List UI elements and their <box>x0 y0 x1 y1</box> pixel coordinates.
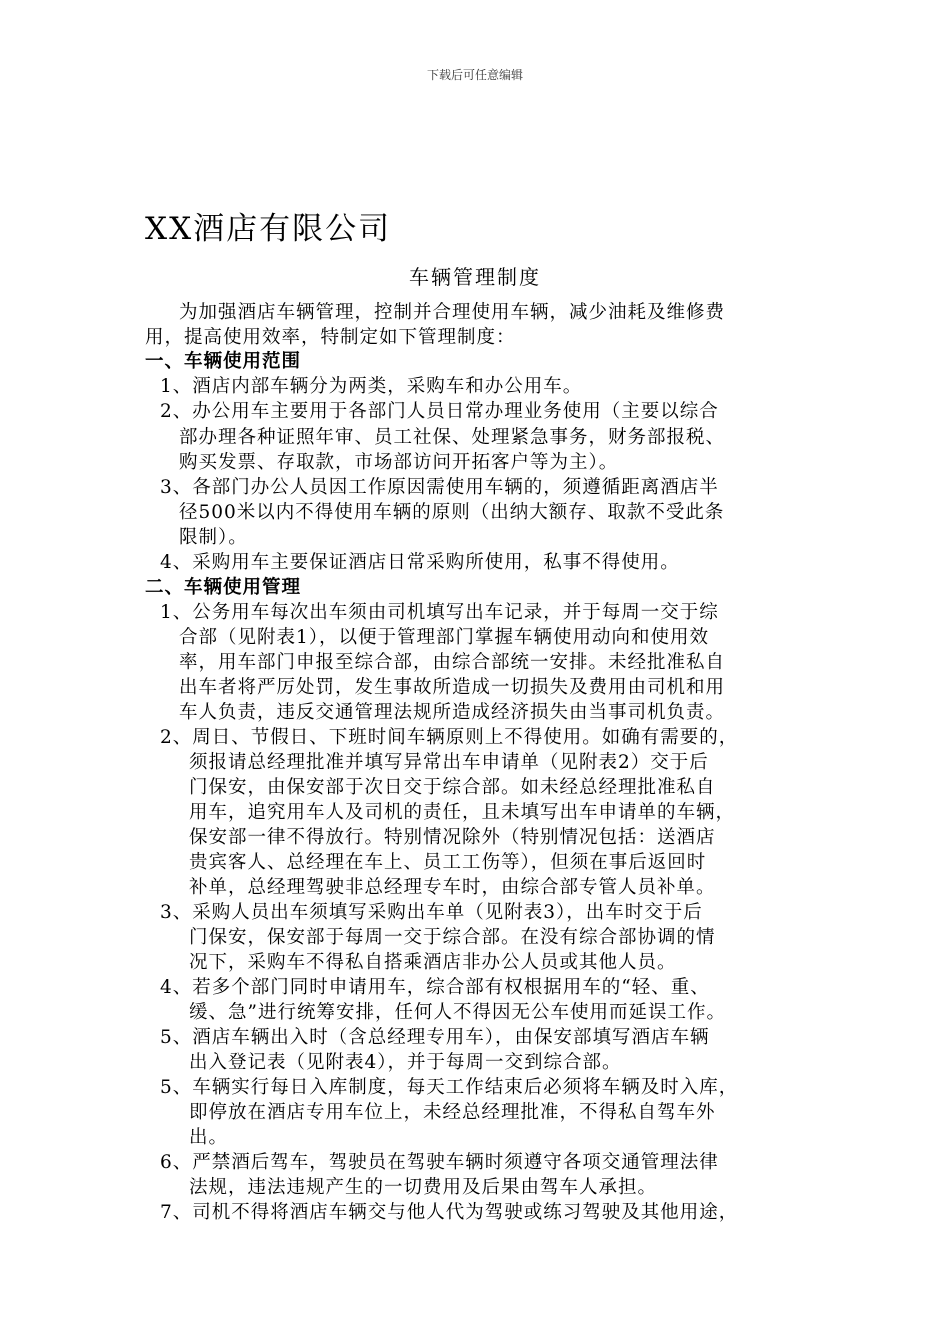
list-item-continuation: 贵宾客人、总经理在车上、员工工伤等），但须在事后返回时 <box>189 852 707 873</box>
list-item-continuation: 补单，总经理驾驶非总经理专车时，由综合部专管人员补单。 <box>189 877 716 898</box>
list-item: 1、公务用车每次出车须由司机填写出车记录，并于每周一交于综 <box>160 602 719 623</box>
document-title: 车辆管理制度 <box>409 265 541 289</box>
list-item-continuation: 况下，采购车不得私自搭乘酒店非办公人员或其他人员。 <box>189 952 677 973</box>
list-item-continuation: 用车，追究用车人及司机的责任，且未填写出车申请单的车辆， <box>189 802 736 823</box>
list-item: 7、司机不得将酒店车辆交与他人代为驾驶或练习驾驶及其他用途， <box>160 1202 739 1223</box>
section-heading: 二、车辆使用管理 <box>145 577 302 598</box>
section-heading: 一、车辆使用范围 <box>145 351 302 372</box>
list-item-continuation: 率，用车部门申报至综合部，由综合部统一安排。未经批准私自 <box>179 652 726 673</box>
list-item: 3、各部门办公人员因工作原因需使用车辆的，须遵循距离酒店半 <box>160 477 719 498</box>
list-item-continuation: 门保安，由保安部于次日交于综合部。如未经总经理批准私自 <box>189 777 716 798</box>
list-item-continuation: 即停放在酒店专用车位上，未经总经理批准，不得私自驾车外 <box>189 1102 716 1123</box>
list-item: 2、周日、节假日、下班时间车辆原则上不得使用。如确有需要的， <box>160 727 739 748</box>
list-item: 4、采购用车主要保证酒店日常采购所使用，私事不得使用。 <box>160 552 680 573</box>
list-item-continuation: 购买发票、存取款，市场部访问开拓客户等为主）。 <box>179 452 619 473</box>
list-item: 1、酒店内部车辆分为两类，采购车和办公用车。 <box>160 376 583 397</box>
list-item: 5、车辆实行每日入库制度，每天工作结束后必须将车辆及时入库， <box>160 1077 739 1098</box>
list-item: 2、办公用车主要用于各部门人员日常办理业务使用（主要以综合 <box>160 401 719 422</box>
list-item-continuation: 径500米以内不得使用车辆的原则（出纳大额存、取款不受此条 <box>179 502 725 523</box>
list-item-continuation: 法规，违法违规产生的一切费用及后果由驾车人承担。 <box>189 1177 658 1198</box>
company-name: XX酒店有限公司 <box>145 211 392 247</box>
list-item-continuation: 保安部一律不得放行。特别情况除外（特别情况包括：送酒店 <box>189 827 716 848</box>
list-item-continuation: 限制）。 <box>179 527 248 548</box>
list-item-continuation: 须报请总经理批准并填写异常出车申请单（见附表2）交于后 <box>189 752 709 773</box>
intro-line: 为加强酒店车辆管理，控制并合理使用车辆，减少油耗及维修费 <box>179 302 726 323</box>
list-item-continuation: 部办理各种证照年审、员工社保、处理紧急事务，财务部报税、 <box>179 427 726 448</box>
list-item: 6、严禁酒后驾车，驾驶员在驾驶车辆时须遵守各项交通管理法律 <box>160 1152 719 1173</box>
header-note: 下载后可任意编辑 <box>426 68 523 82</box>
list-item: 4、若多个部门同时申请用车，综合部有权根据用车的“轻、重、 <box>160 977 710 998</box>
intro-line: 用，提高使用效率，特制定如下管理制度： <box>145 327 516 348</box>
list-item-continuation: 门保安，保安部于每周一交于综合部。在没有综合部协调的情 <box>189 927 716 948</box>
list-item: 5、酒店车辆出入时（含总经理专用车），由保安部填写酒店车辆 <box>160 1027 710 1048</box>
list-item-continuation: 出。 <box>189 1127 229 1148</box>
list-item-continuation: 缓、急”进行统筹安排，任何人不得因无公车使用而延误工作。 <box>189 1002 726 1023</box>
list-item-continuation: 出车者将严厉处罚，发生事故所造成一切损失及费用由司机和用 <box>179 677 726 698</box>
list-item-continuation: 合部（见附表1），以便于管理部门掌握车辆使用动向和使用效 <box>179 627 710 648</box>
list-item: 3、采购人员出车须填写采购出车单（见附表3），出车时交于后 <box>160 902 703 923</box>
list-item-continuation: 出入登记表（见附表4），并于每周一交到综合部。 <box>189 1052 622 1073</box>
list-item-continuation: 车人负责，违反交通管理法规所造成经济损失由当事司机负责。 <box>179 702 726 723</box>
